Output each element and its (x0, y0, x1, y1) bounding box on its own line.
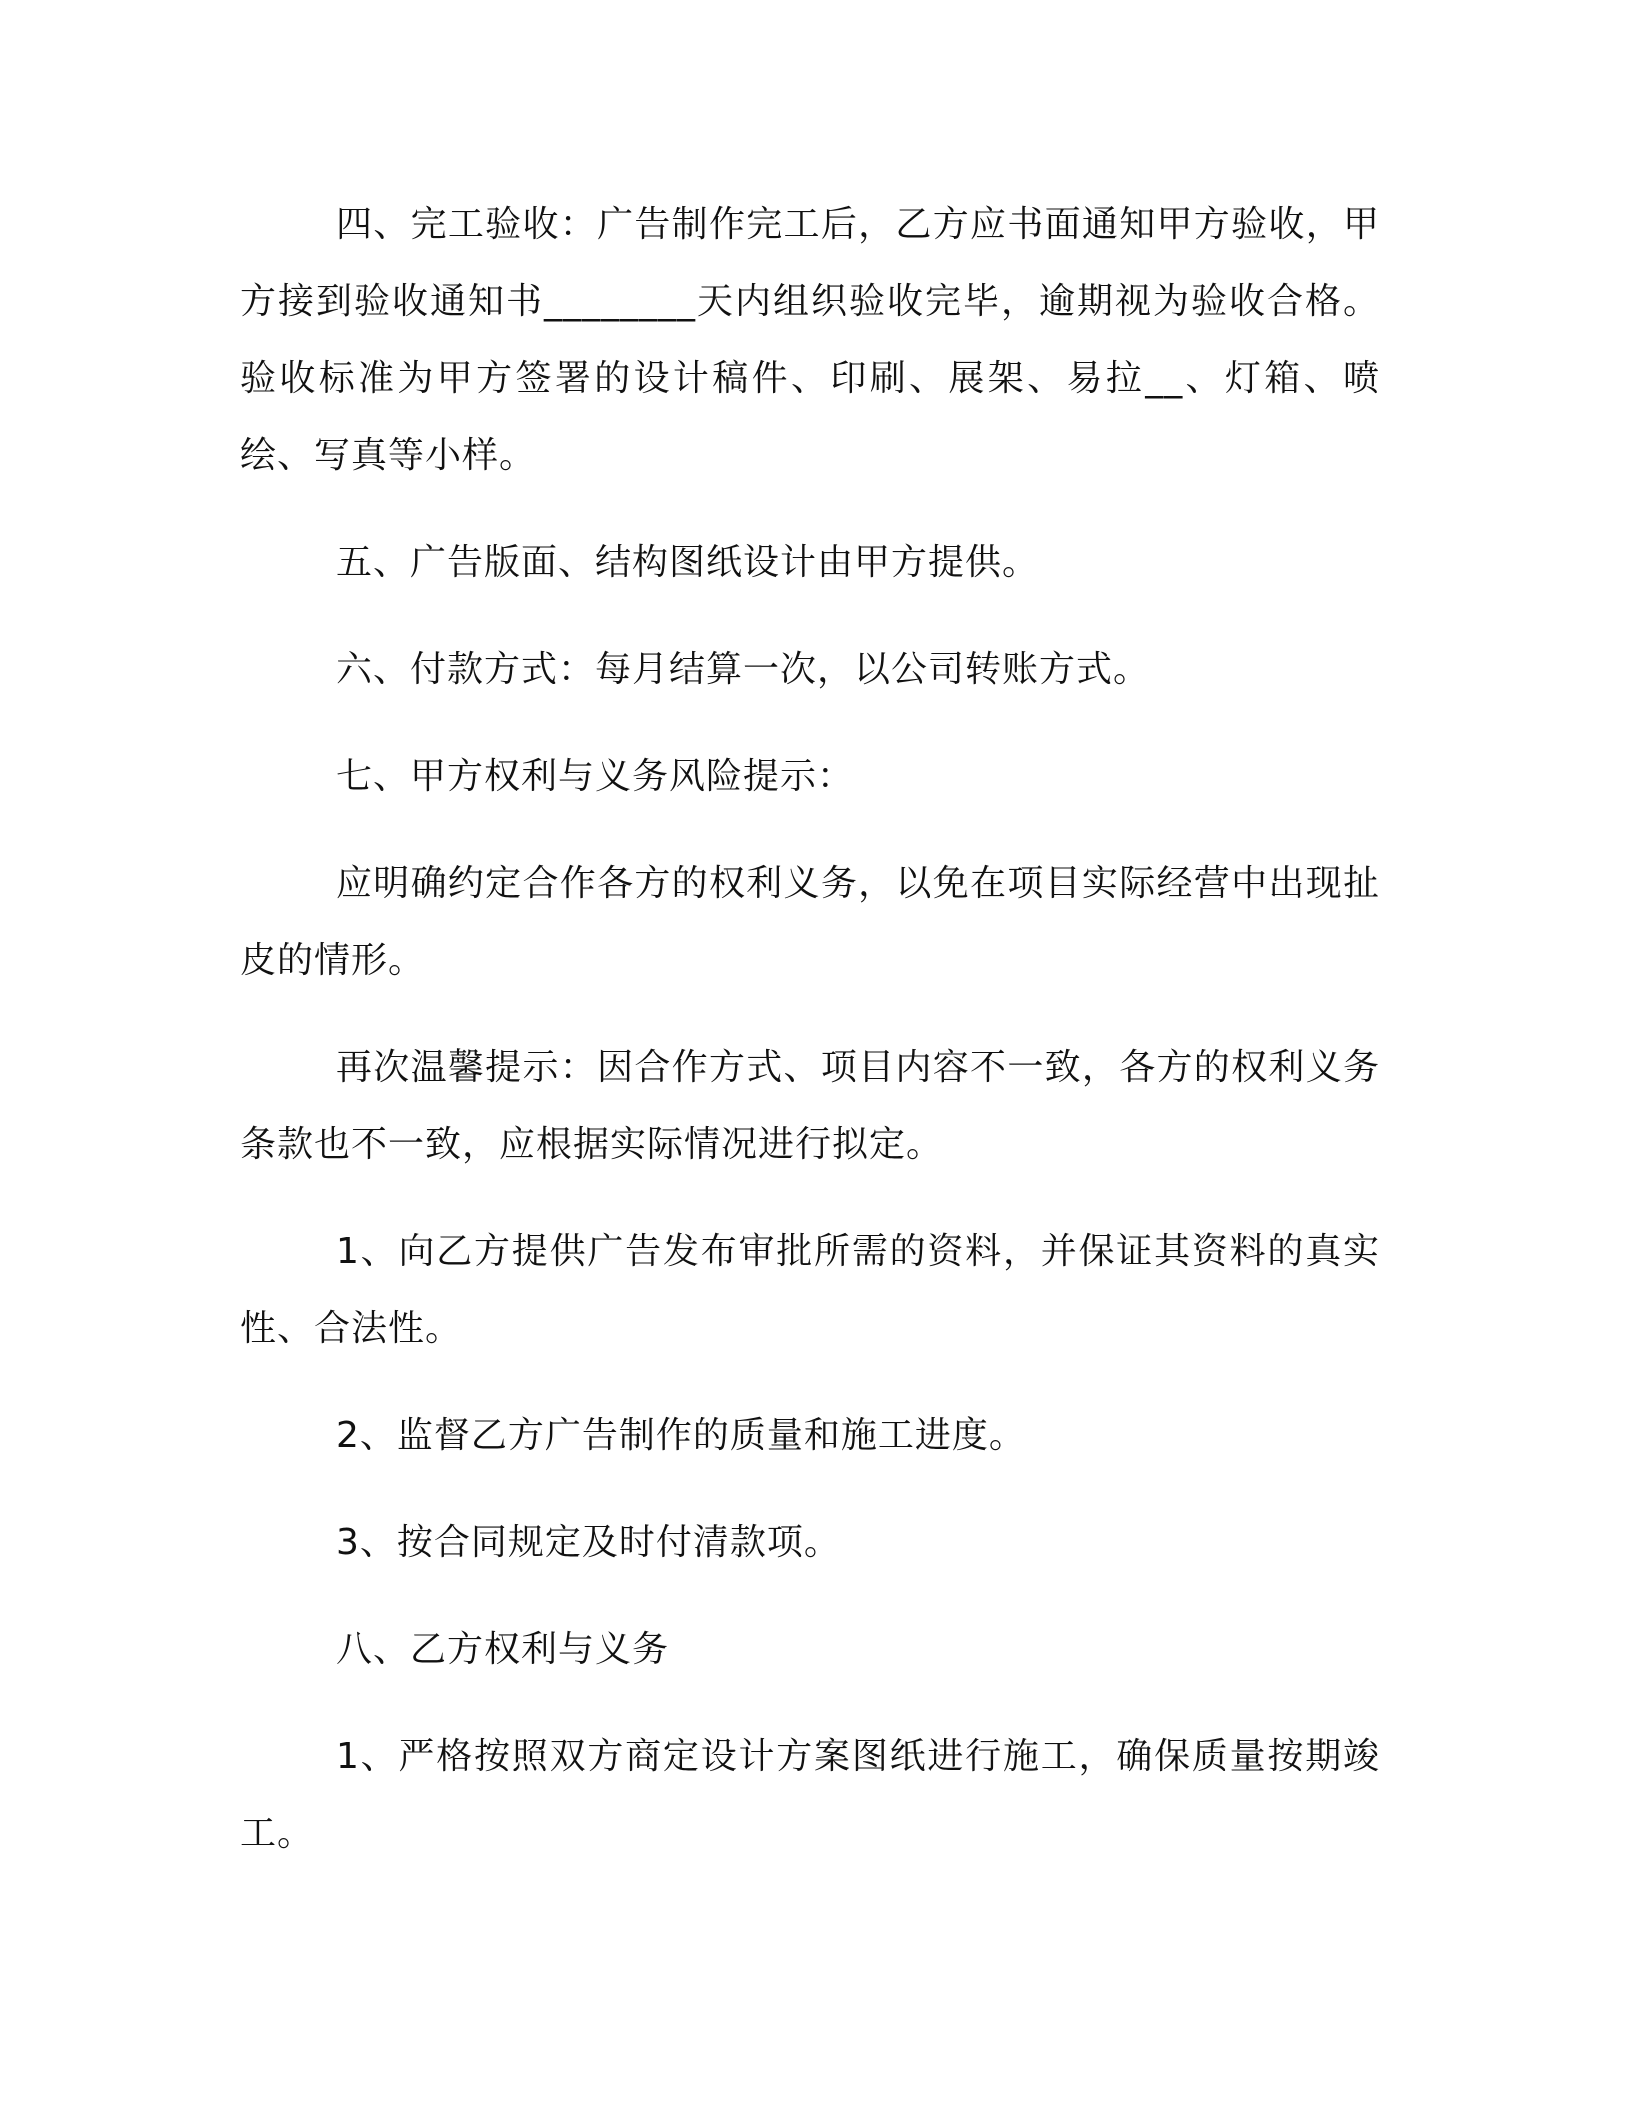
paragraph-layout-design: 五、广告版面、结构图纸设计由甲方提供。 (336, 542, 1040, 583)
paragraph-risk-note: 应明确约定合作各方的权利义务，以免在项目实际经营中出现扯皮的情形。 (240, 863, 1380, 981)
list-item-a3: 3、按合同规定及时付清款项。 (336, 1522, 841, 1563)
list-item-a1: 1、向乙方提供广告发布审批所需的资料，并保证其资料的真实性、合法性。 (240, 1231, 1380, 1349)
paragraph-reminder: 再次温馨提示：因合作方式、项目内容不一致，各方的权利义务条款也不一致，应根据实际情况进行拟定。 (240, 1047, 1380, 1165)
heading-party-a-rights: 七、甲方权利与义务风险提示： (336, 756, 855, 797)
document-body (240, 186, 1380, 1872)
heading-party-b-rights: 八、乙方权利与义务 (336, 1629, 670, 1670)
paragraph-acceptance: 四、完工验收：广告制作完工后，乙方应书面通知甲方验收，甲方接到验收通知书________天内组织验收完毕，逾期视为验收合格。验收标准为甲方签署的设计稿件、印刷、展架、易拉__、灯箱、喷绘、写真等小样。 (240, 204, 1380, 476)
paragraph-payment: 六、付款方式：每月结算一次，以公司转账方式。 (336, 649, 1151, 690)
list-item-b1: 1、严格按照双方商定设计方案图纸进行施工，确保质量按期竣工。 (240, 1736, 1380, 1854)
list-item-a2: 2、监督乙方广告制作的质量和施工进度。 (336, 1415, 1026, 1456)
